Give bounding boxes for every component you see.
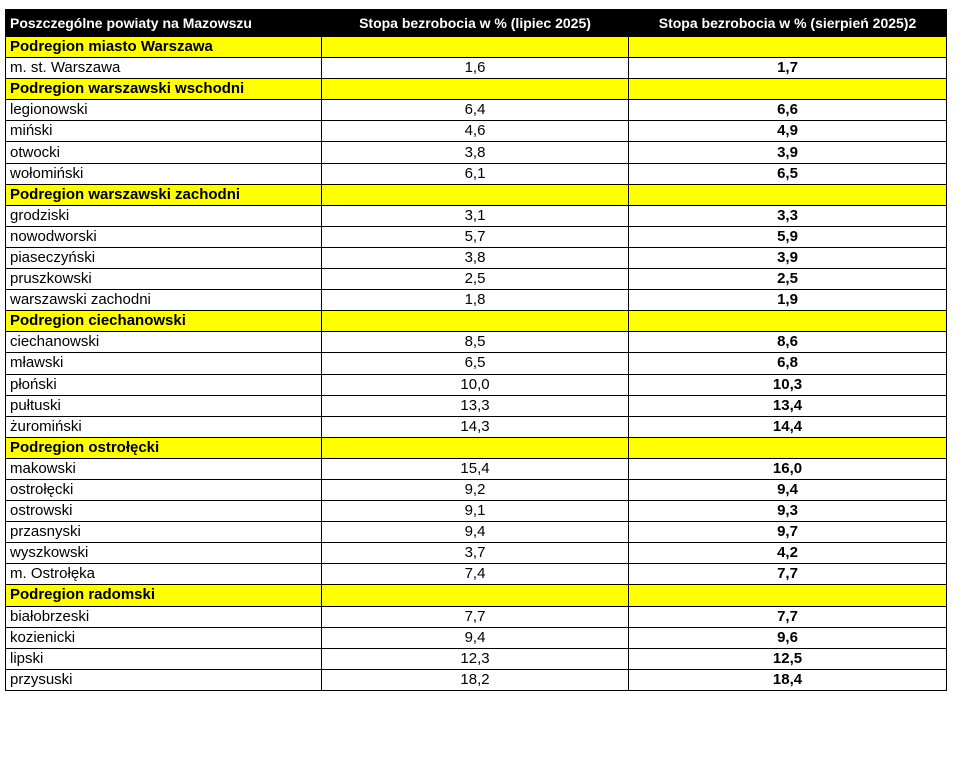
county-name: pułtuski — [6, 395, 322, 416]
region-empty-cell — [629, 311, 947, 332]
rate-august: 9,3 — [629, 501, 947, 522]
rate-august: 3,3 — [629, 205, 947, 226]
table-row — [6, 627, 947, 648]
county-name: kozienicki — [6, 627, 322, 648]
table-row — [6, 142, 947, 163]
county-name: przysuski — [6, 669, 322, 690]
table-row — [6, 543, 947, 564]
county-name: nowodworski — [6, 226, 322, 247]
region-row — [6, 437, 947, 458]
county-name: wyszkowski — [6, 543, 322, 564]
rate-july: 13,3 — [322, 395, 629, 416]
rate-july: 1,8 — [322, 290, 629, 311]
rate-july: 15,4 — [322, 458, 629, 479]
region-name: Podregion warszawski wschodni — [6, 79, 322, 100]
region-empty-cell — [629, 184, 947, 205]
rate-august: 4,2 — [629, 543, 947, 564]
county-name: białobrzeski — [6, 606, 322, 627]
table-row — [6, 163, 947, 184]
rate-august: 16,0 — [629, 458, 947, 479]
table-row — [6, 226, 947, 247]
county-name: otwocki — [6, 142, 322, 163]
table-row — [6, 247, 947, 268]
rate-july: 7,7 — [322, 606, 629, 627]
unemployment-table — [5, 9, 947, 691]
table-row — [6, 564, 947, 585]
table-row — [6, 121, 947, 142]
rate-august: 7,7 — [629, 564, 947, 585]
rate-august: 8,6 — [629, 332, 947, 353]
region-row — [6, 184, 947, 205]
region-empty-cell — [322, 37, 629, 58]
region-empty-cell — [322, 311, 629, 332]
rate-july: 12,3 — [322, 648, 629, 669]
region-name: Podregion radomski — [6, 585, 322, 606]
table-row — [6, 458, 947, 479]
region-empty-cell — [322, 184, 629, 205]
rate-august: 2,5 — [629, 269, 947, 290]
rate-july: 10,0 — [322, 374, 629, 395]
region-empty-cell — [322, 79, 629, 100]
rate-july: 8,5 — [322, 332, 629, 353]
rate-august: 3,9 — [629, 142, 947, 163]
table-row — [6, 374, 947, 395]
table-row — [6, 606, 947, 627]
header-county: Poszczególne powiaty na Mazowszu — [6, 10, 322, 37]
region-row — [6, 311, 947, 332]
county-name: pruszkowski — [6, 269, 322, 290]
header-august: Stopa bezrobocia w % (sierpień 2025)2 — [629, 10, 947, 37]
rate-july: 2,5 — [322, 269, 629, 290]
header-july: Stopa bezrobocia w % (lipiec 2025) — [322, 10, 629, 37]
rate-july: 3,8 — [322, 142, 629, 163]
rate-july: 3,8 — [322, 247, 629, 268]
county-name: makowski — [6, 458, 322, 479]
rate-august: 1,9 — [629, 290, 947, 311]
rate-july: 1,6 — [322, 58, 629, 79]
rate-july: 9,1 — [322, 501, 629, 522]
region-name: Podregion ciechanowski — [6, 311, 322, 332]
region-row — [6, 585, 947, 606]
rate-august: 18,4 — [629, 669, 947, 690]
rate-august: 6,8 — [629, 353, 947, 374]
region-empty-cell — [629, 37, 947, 58]
rate-july: 9,2 — [322, 479, 629, 500]
county-name: ostrowski — [6, 501, 322, 522]
region-empty-cell — [629, 437, 947, 458]
table-body — [6, 37, 947, 691]
rate-july: 3,1 — [322, 205, 629, 226]
county-name: lipski — [6, 648, 322, 669]
county-name: przasnyski — [6, 522, 322, 543]
table-row — [6, 416, 947, 437]
rate-august: 6,6 — [629, 100, 947, 121]
county-name: piaseczyński — [6, 247, 322, 268]
region-empty-cell — [322, 585, 629, 606]
table-row — [6, 648, 947, 669]
rate-july: 6,5 — [322, 353, 629, 374]
rate-july: 6,4 — [322, 100, 629, 121]
county-name: legionowski — [6, 100, 322, 121]
region-empty-cell — [322, 437, 629, 458]
region-empty-cell — [629, 79, 947, 100]
table-row — [6, 58, 947, 79]
table-row — [6, 522, 947, 543]
county-name: wołomiński — [6, 163, 322, 184]
rate-august: 12,5 — [629, 648, 947, 669]
rate-august: 4,9 — [629, 121, 947, 142]
table-row — [6, 501, 947, 522]
county-name: m. st. Warszawa — [6, 58, 322, 79]
table-row — [6, 290, 947, 311]
region-name: Podregion ostrołęcki — [6, 437, 322, 458]
region-empty-cell — [629, 585, 947, 606]
table-row — [6, 669, 947, 690]
table-row — [6, 332, 947, 353]
county-name: warszawski zachodni — [6, 290, 322, 311]
region-row — [6, 37, 947, 58]
county-name: żuromiński — [6, 416, 322, 437]
rate-july: 7,4 — [322, 564, 629, 585]
table-row — [6, 479, 947, 500]
county-name: ostrołęcki — [6, 479, 322, 500]
rate-august: 10,3 — [629, 374, 947, 395]
region-name: Podregion miasto Warszawa — [6, 37, 322, 58]
rate-july: 6,1 — [322, 163, 629, 184]
rate-july: 18,2 — [322, 669, 629, 690]
table-header — [6, 10, 947, 37]
rate-july: 3,7 — [322, 543, 629, 564]
rate-august: 5,9 — [629, 226, 947, 247]
county-name: płoński — [6, 374, 322, 395]
rate-july: 5,7 — [322, 226, 629, 247]
rate-august: 9,6 — [629, 627, 947, 648]
county-name: mławski — [6, 353, 322, 374]
county-name: ciechanowski — [6, 332, 322, 353]
rate-july: 9,4 — [322, 522, 629, 543]
rate-july: 9,4 — [322, 627, 629, 648]
table-row — [6, 100, 947, 121]
rate-august: 9,4 — [629, 479, 947, 500]
table-row — [6, 269, 947, 290]
rate-august: 13,4 — [629, 395, 947, 416]
table-row — [6, 205, 947, 226]
rate-august: 9,7 — [629, 522, 947, 543]
rate-august: 6,5 — [629, 163, 947, 184]
county-name: m. Ostrołęka — [6, 564, 322, 585]
table-row — [6, 353, 947, 374]
rate-august: 1,7 — [629, 58, 947, 79]
region-row — [6, 79, 947, 100]
rate-july: 4,6 — [322, 121, 629, 142]
county-name: miński — [6, 121, 322, 142]
rate-august: 7,7 — [629, 606, 947, 627]
rate-july: 14,3 — [322, 416, 629, 437]
region-name: Podregion warszawski zachodni — [6, 184, 322, 205]
rate-august: 3,9 — [629, 247, 947, 268]
header-row — [6, 10, 947, 37]
rate-august: 14,4 — [629, 416, 947, 437]
table-row — [6, 395, 947, 416]
county-name: grodziski — [6, 205, 322, 226]
